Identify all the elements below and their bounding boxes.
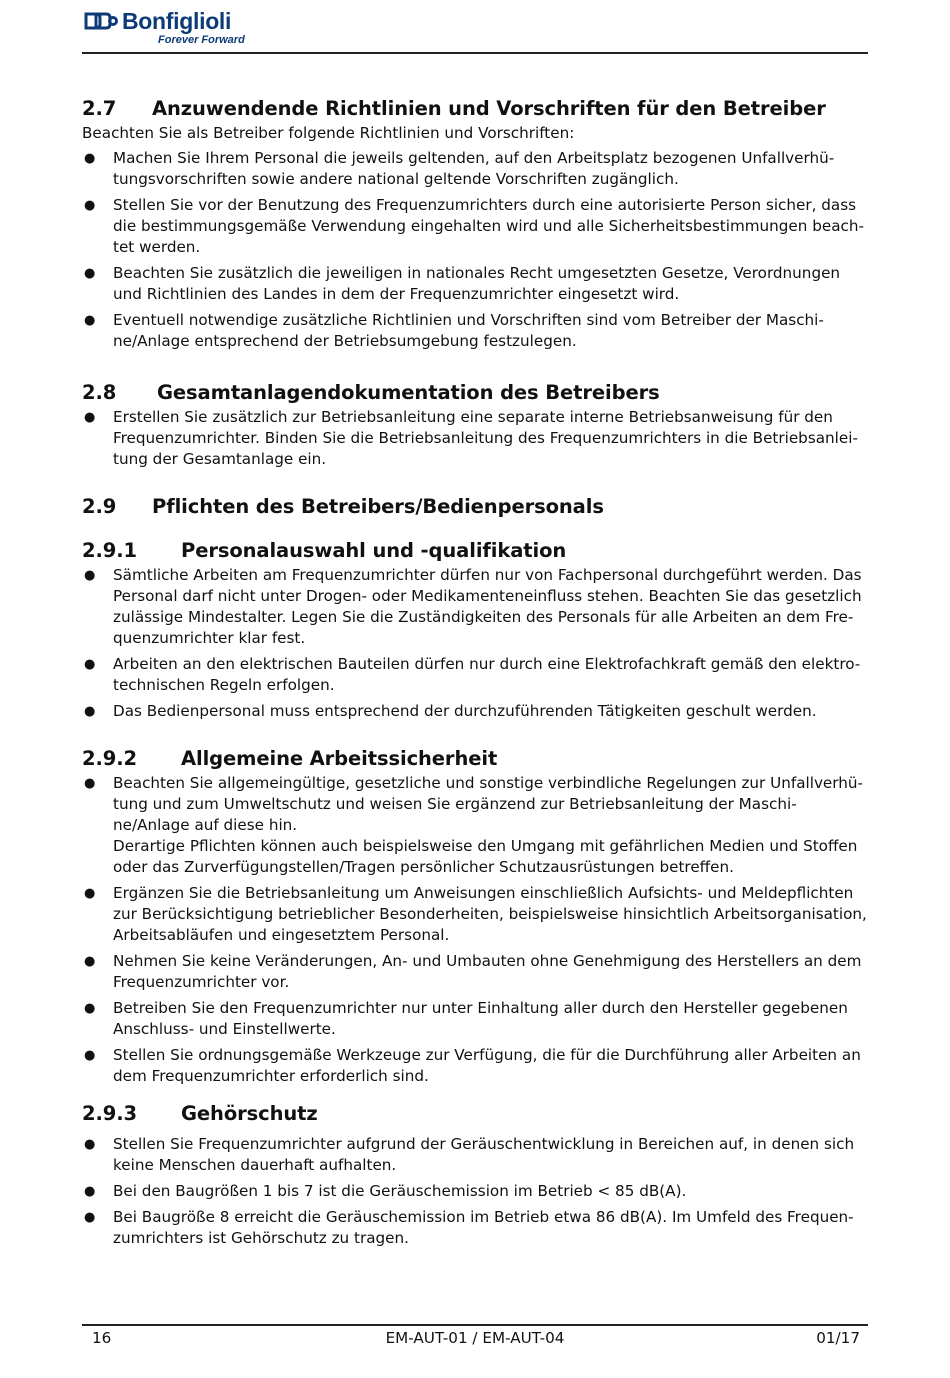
bullet-list-2-9-3 [82, 1134, 868, 1249]
brand-logo [82, 10, 245, 46]
bullet-icon: ● [84, 266, 96, 281]
list-item: ● Nehmen Sie keine Veränderungen, An- und Umbauten ohne Genehmigung des Herstellers an dem Frequenzumrichter vor. [84, 952, 862, 991]
list-item: ● Arbeiten an den elektrischen Bauteilen dürfen nur durch eine Elektrofachkraft gemäß den elektro-technischen Regeln erfolgen. [84, 655, 861, 694]
list-item: ● Sämtliche Arbeiten am Frequenzumrichter dürfen nur von Fachpersonal durchgeführt werden. Das Personal darf nicht unter Drogen- oder Medikamenteneinfluss stehen. Beachten Sie das gesetzlich zulässige Mindestalter. Legen Sie die Zuständigkeiten des Personals für alle Arbeiten an dem Fre-quenzumrichter klar fest. [84, 566, 862, 647]
page-content [82, 95, 868, 1254]
list-item: ● Ergänzen Sie die Betriebsanleitung um Anweisungen einschließlich Aufsichts- und Meldepflichten zur Berücksichtigung betrieblicher Besonderheiten, beispielsweise hinsichtlich Arbeitsorganisation, Arbeitsabläufen und eingesetztem Personal. [84, 884, 867, 944]
bullet-icon: ● [84, 198, 96, 213]
section-title: Anzuwendende Richtlinien und Vorschriften für den Betreiber [152, 97, 826, 120]
section-intro: Beachten Sie als Betreiber folgende Richtlinien und Vorschriften: [82, 124, 575, 142]
bullet-icon: ● [84, 954, 96, 969]
section-number: 2.9.1 [82, 539, 138, 562]
bonfiglioli-logo-icon [82, 10, 118, 32]
section-number: 2.9.2 [82, 747, 138, 770]
list-item: ● Erstellen Sie zusätzlich zur Betriebsanleitung eine separate interne Betriebsanweisung für den Frequenzumrichter. Binden Sie die Betriebsanleitung des Frequenzumrichters in die Betriebsanlei-tung der Gesamtanlage ein. [84, 408, 858, 468]
brand-name: Bonfiglioli [122, 8, 232, 34]
bullet-icon: ● [84, 704, 96, 719]
section-title: Gehörschutz [181, 1102, 318, 1125]
bullet-icon: ● [84, 568, 96, 583]
section-number: 2.9.3 [82, 1102, 138, 1125]
section-number: 2.7 [82, 97, 117, 120]
bullet-icon: ● [84, 1137, 96, 1152]
document-date: 01/17 [816, 1329, 860, 1347]
bullet-icon: ● [84, 1184, 96, 1199]
bullet-list-2-9-1 [82, 565, 868, 722]
list-item: ● Machen Sie Ihrem Personal die jeweils geltenden, auf den Arbeitsplatz bezogenen Unfallverhü-tungsvorschriften sowie andere national geltende Vorschriften zugänglich. [84, 149, 835, 188]
list-item: ● Stellen Sie vor der Benutzung des Frequenzumrichters durch eine autorisierte Person sicher, dass die bestimmungsgemäße Verwendung eingehalten wird und alle Sicherheitsbestimmungen beach-tet werden. [84, 196, 864, 256]
list-item: ● Stellen Sie ordnungsgemäße Werkzeuge zur Verfügung, die für die Durchführung aller Arbeiten an dem Frequenzumrichter erforderlich sind. [84, 1046, 861, 1085]
section-number: 2.8 [82, 381, 117, 404]
bullet-icon: ● [84, 886, 96, 901]
document-id: EM-AUT-01 / EM-AUT-04 [385, 1329, 565, 1347]
section-heading-2-9 [82, 493, 868, 521]
page-number: 16 [92, 1329, 112, 1347]
section-title: Personalauswahl und -qualifikation [181, 539, 567, 562]
bullet-list-2-7 [82, 148, 868, 352]
bullet-icon: ● [84, 313, 96, 328]
section-heading-2-7 [82, 95, 868, 123]
bullet-icon: ● [84, 1001, 96, 1016]
section-title: Allgemeine Arbeitssicherheit [181, 747, 498, 770]
bullet-list-2-8 [82, 407, 868, 470]
section-title: Pflichten des Betreibers/Bedienpersonals [152, 495, 604, 518]
bullet-icon: ● [84, 776, 96, 791]
bullet-icon: ● [84, 1048, 96, 1063]
list-item: ● Bei Baugröße 8 erreicht die Geräuschemission im Betrieb etwa 86 dB(A). Im Umfeld des Frequen-zumrichters ist Gehörschutz zu tragen. [84, 1208, 854, 1247]
bullet-icon: ● [84, 1210, 96, 1225]
list-item: ● Das Bedienpersonal muss entsprechend der durchzuführenden Tätigkeiten geschult werden. [84, 702, 817, 720]
footer-divider [82, 1324, 868, 1326]
section-title: Gesamtanlagendokumentation des Betreibers [157, 381, 660, 404]
bullet-icon: ● [84, 657, 96, 672]
list-item: ● Beachten Sie allgemeingültige, gesetzliche und sonstige verbindliche Regelungen zur Unfallverhü-tung und zum Umweltschutz und weisen Sie ergänzend zur Betriebsanleitung der Maschi-ne/Anlage auf diese hin. Derartige Pflichten können auch beispielsweise den Umgang mit gefährlichen Medien und Stoffen oder das Zurverfügungstellen/Tragen persönlicher Schutzausrüstungen betreffen. [84, 774, 863, 876]
list-item: ● Betreiben Sie den Frequenzumrichter nur unter Einhaltung aller durch den Hersteller gegebenen Anschluss- und Einstellwerte. [84, 999, 848, 1038]
bullet-list-2-9-2 [82, 773, 868, 1087]
bullet-icon: ● [84, 410, 96, 425]
section-heading-2-9-2 [82, 745, 868, 773]
header-divider [82, 52, 868, 54]
bullet-icon: ● [84, 151, 96, 166]
list-item: ● Beachten Sie zusätzlich die jeweiligen in nationales Recht umgesetzten Gesetze, Verordnungen und Richtlinien des Landes in dem der Frequenzumrichter eingesetzt wird. [84, 264, 841, 303]
list-item: ● Eventuell notwendige zusätzliche Richtlinien und Vorschriften sind vom Betreiber der Maschi-ne/Anlage entsprechend der Betriebsumgebung festzulegen. [84, 311, 824, 350]
section-heading-2-9-1 [82, 537, 868, 565]
section-heading-2-8 [82, 379, 868, 407]
list-item: ● Bei den Baugrößen 1 bis 7 ist die Geräuschemission im Betrieb < 85 dB(A). [84, 1182, 687, 1200]
brand-tagline: Forever Forward [158, 34, 245, 46]
section-heading-2-9-3 [82, 1100, 868, 1128]
section-number: 2.9 [82, 495, 117, 518]
page-header [82, 6, 868, 54]
list-item: ● Stellen Sie Frequenzumrichter aufgrund der Geräuschentwicklung in Bereichen auf, in denen sich keine Menschen dauerhaft aufhalten. [84, 1135, 855, 1174]
